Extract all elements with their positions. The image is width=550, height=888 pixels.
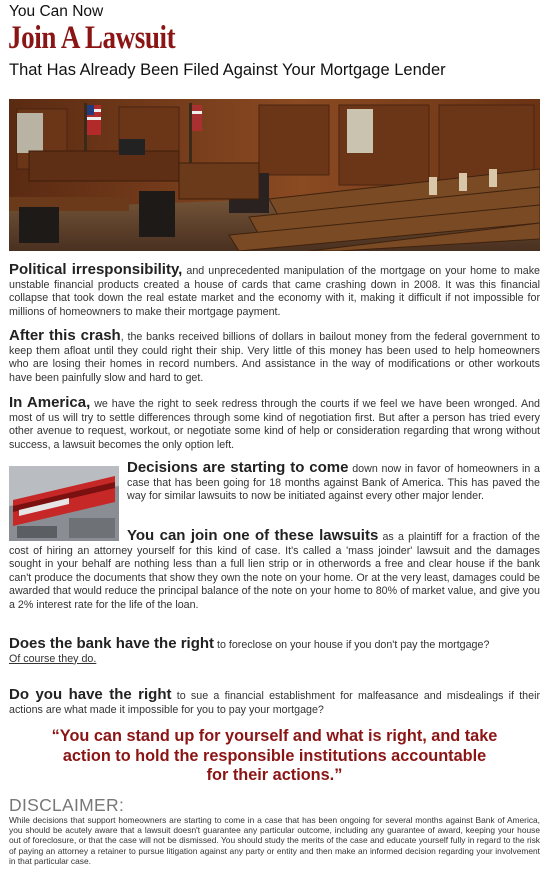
lead-america: In America, [9,394,91,411]
lead-join: You can join one of these lawsuits [127,527,379,544]
disclaimer-title: DISCLAIMER: [9,795,125,815]
page-title: Join A Lawsuit [8,20,176,56]
answer-text: Of course they do. [9,652,97,665]
text-your-right: to sue a financial establishment for malfeasance and misdealings if their actions are what made it impossible for you to pay your mortgage? [9,690,541,716]
paragraph-decisions [127,461,540,504]
paragraph-join [9,529,540,613]
lead-political: Political irresponsibility, [9,261,183,278]
lead-crash: After this crash [9,327,121,344]
quote-line-2: action to hold the responsible institutions accountable [62,746,487,765]
lead-your-right: Do you have the right [9,686,172,703]
paragraph-america [9,396,540,452]
pull-quote [9,727,540,786]
text-america: we have the right to seek redress through the courts if we feel we have been wronged. And most of us will try to settle differences through some kind of negotiation first. But after a person has tried every other avenue to request, workout, or negotiate some kind of help or consideration regarding that wrong without success, a lawsuit becomes the only option left. [9,398,541,451]
pre-title: You Can Now [9,3,104,20]
text-decisions: down now in favor of homeowners in a case that has been going for 18 months against Bank of America. This has paved the way for similar lawsuits to now be initiated against every other major lender. [127,463,540,503]
paragraph-political [9,263,540,319]
disclaimer-text: While decisions that support homeowners are starting to come in a case that has been ongoing for several months against Bank of America, you should be acutely aware that a lawsuit doesn't guarantee any particular outcome, including any guarantee of award, keeping your house out of foreclosure, or that the case will not be dismissed. You should study the merits of the case and educate yourself fully in regard to the risk of paying an attorney a retainer to pursue litigation against any party or entity and then make an informed decision regarding your involvement in that particular case. [9,815,540,866]
text-bank-right: to foreclose on your house if you don't pay the mortgage? [214,639,490,651]
text-join: as a plaintiff for a fraction of the cost of hiring an attorney yourself for this kind of case. It's called a 'mass joinder' lawsuit and the damages sought in your behalf are nothing less than a full lien strip or in otherwords a free and clear house if the bank can't produce the documents that show they own the note on your home. Or at the very least, damages could be awarded that would reduce the principal balance of the note on your home to 80% of market value, and give you a 2% interest rate for the life of the loan. [9,531,540,611]
lead-bank-right: Does the bank have the right [9,635,215,652]
quote-line-3: for their actions.” [206,766,343,784]
text-political: and unprecedented manipulation of the mortgage on your home to make unstable financial products created a house of cards that came crashing down in 2008. It was this financial collapse that took down the real estate market and the economy with it, making it difficult if not impossible for millions of homeowners to make their mortgage payment. [9,265,540,318]
quote-line-1: “You can stand up for yourself and what is right, and take [51,727,498,745]
lead-decisions: Decisions are starting to come [127,459,349,476]
courtroom-image [9,99,540,251]
paragraph-bank-right [9,637,540,666]
paragraph-your-right [9,688,540,717]
text-crash: , the banks received billions of dollars in bailout money from the federal government to keep them afloat until they could right their ship. Very little of this money has been used to help homeowners who are losing their homes in record numbers. And assistance in the way of modifications or other workouts have been painfully slow and hard to get. [9,331,540,384]
paragraph-crash [9,329,540,385]
page-subtitle: That Has Already Been Filed Against Your Mortgage Lender [9,61,446,79]
